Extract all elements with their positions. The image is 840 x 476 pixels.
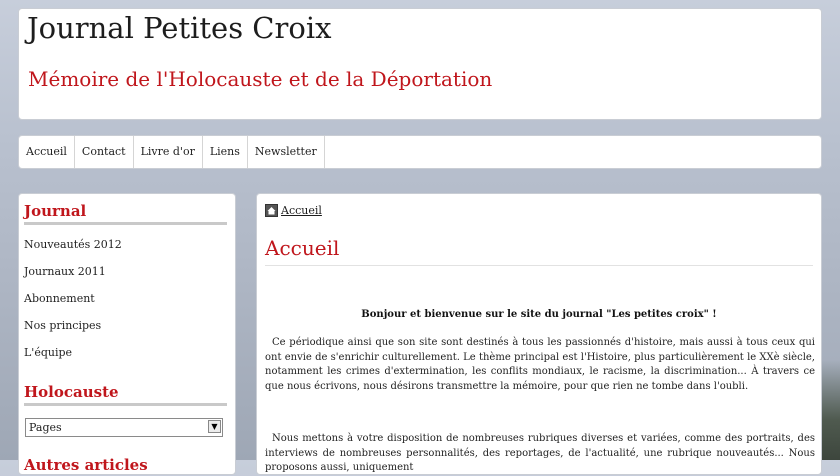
breadcrumb bbox=[265, 204, 322, 217]
sidebar-link-journaux[interactable]: Journaux 2011 bbox=[24, 265, 106, 278]
breadcrumb-link-accueil[interactable]: Accueil bbox=[281, 204, 322, 217]
intro-paragraph: Ce périodique ainsi que son site sont destinés à tous les passionnés d'histoire, mais aussi à tous ceux qui ont envie de s'enrichir culturellement. Le thème principal est l'Histoire, plus particulièrement le XXè siècle, notamment les crimes d'extermination, les conflits mondiaux, le racisme, la discrimination... À travers ce que nous écrivons, nous désirons transmettre la mémoire, pour que rien ne tombe dans l'oubli. bbox=[265, 337, 815, 392]
title-divider bbox=[265, 265, 813, 266]
sidebar-link-nouveautes[interactable]: Nouveautés 2012 bbox=[24, 238, 122, 251]
sidebar-divider bbox=[24, 403, 227, 406]
site-title[interactable]: Journal Petites Croix bbox=[27, 11, 332, 45]
sidebar bbox=[18, 193, 236, 475]
nav-item-contact[interactable]: Contact bbox=[75, 136, 134, 168]
nav-item-liens[interactable]: Liens bbox=[203, 136, 248, 168]
pages-select-value: Pages bbox=[29, 421, 62, 434]
sidebar-divider bbox=[24, 222, 227, 225]
site-header bbox=[18, 8, 822, 120]
pages-select[interactable] bbox=[25, 418, 223, 437]
chevron-down-icon[interactable]: ▼ bbox=[208, 420, 221, 433]
sidebar-heading-holocauste: Holocauste bbox=[24, 383, 119, 401]
page-title: Accueil bbox=[265, 236, 340, 260]
main-nav bbox=[18, 135, 822, 169]
main-content bbox=[256, 193, 822, 475]
nav-item-accueil[interactable]: Accueil bbox=[19, 136, 75, 168]
sidebar-heading-journal: Journal bbox=[24, 202, 87, 220]
site-subtitle: Mémoire de l'Holocauste et de la Déportation bbox=[28, 67, 493, 91]
home-icon bbox=[265, 204, 278, 217]
welcome-text: Bonjour et bienvenue sur le site du journal "Les petites croix" ! bbox=[361, 309, 717, 320]
sidebar-link-principes[interactable]: Nos principes bbox=[24, 319, 102, 332]
sidebar-heading-autres: Autres articles bbox=[24, 456, 148, 474]
sidebar-link-abonnement[interactable]: Abonnement bbox=[24, 292, 95, 305]
rubriques-paragraph: Nous mettons à votre disposition de nombreuses rubriques diverses et variées, comme des portraits, des interviews de nombreuses personnalités, des reportages, de l'actualité, une rubrique nouveautés... Nous proposons aussi, uniquement bbox=[265, 433, 815, 473]
nav-item-newsletter[interactable]: Newsletter bbox=[248, 136, 325, 168]
nav-item-livre-dor[interactable]: Livre d'or bbox=[134, 136, 203, 168]
sidebar-link-equipe[interactable]: L'équipe bbox=[24, 346, 73, 359]
